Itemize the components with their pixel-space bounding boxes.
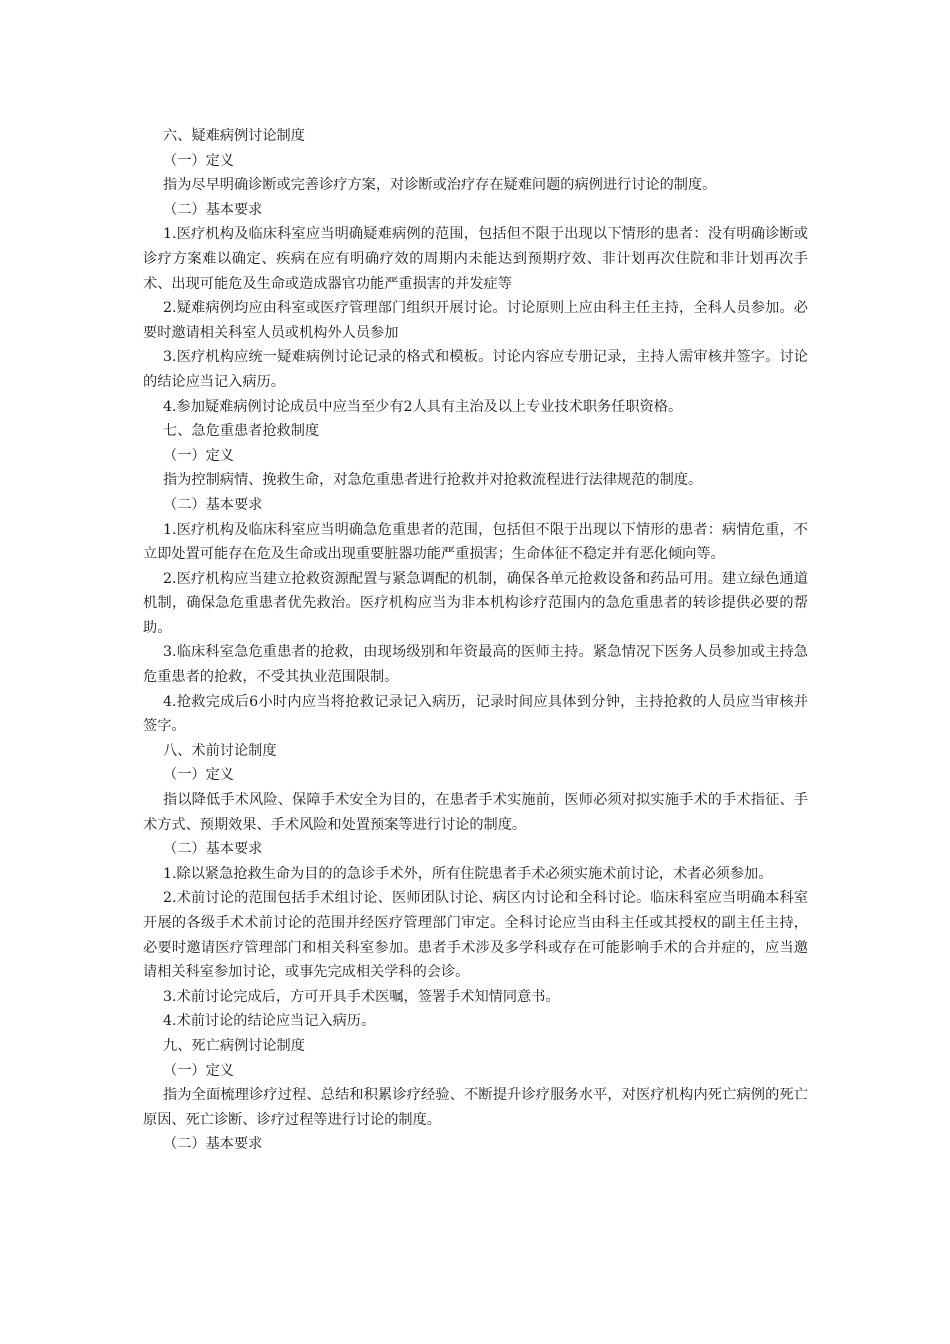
requirement-item: 2.术前讨论的范围包括手术组讨论、医师团队讨论、病区内讨论和全科讨论。临床科室应当明确本科室开展的各级手术术前讨论的范围并经医疗管理部门审定。全科讨论应当由科主任或其授权的副主任主持，必要时邀请医疗管理部门和相关科室参加。患者手术涉及多学科或存在可能影响手术的合并症的，应当邀请相关科室参加讨论，或事先完成相关学科的会诊。	[143, 890, 808, 981]
requirement-item: 4.参加疑难病例讨论成员中应当至少有2人具有主治及以上专业技术职务任职资格。	[163, 398, 683, 415]
section-title: 九、死亡病例讨论制度	[163, 1037, 305, 1054]
definition-text: 指为全面梳理诊疗过程、总结和积累诊疗经验、不断提升诊疗服务水平，对医疗机构内死亡病例的死亡原因、死亡诊断、诊疗过程等进行讨论的制度。	[143, 1087, 808, 1128]
requirement-item: 4.抢救完成后6小时内应当将抢救记录记入病历，记录时间应具体到分钟，主持抢救的人员应当审核并签字。	[143, 693, 808, 735]
document-body	[143, 124, 808, 1157]
definition-heading: （一）定义	[163, 1062, 234, 1079]
section-title: 七、急危重患者抢救制度	[163, 423, 320, 440]
requirement-item: 3.医疗机构应统一疑难病例讨论记录的格式和模板。讨论内容应专册记录，主持人需审核并签字。讨论的结论应当记入病历。	[143, 349, 808, 390]
definition-heading: （一）定义	[163, 152, 234, 169]
section-title: 八、术前讨论制度	[163, 742, 277, 759]
requirement-item: 1.医疗机构及临床科室应当明确疑难病例的范围，包括但不限于出现以下情形的患者：没有明确诊断或诊疗方案难以确定、疾病在应有明确疗效的周期内未能达到预期疗效、非计划再次住院和非计划再次手术、出现可能危及生命或造成器官功能严重损害的并发症等	[143, 226, 808, 292]
requirement-item: 2.疑难病例均应由科室或医疗管理部门组织开展讨论。讨论原则上应由科主任主持，全科人员参加。必要时邀请相关科室人员或机构外人员参加	[143, 300, 808, 341]
definition-heading: （一）定义	[163, 447, 234, 464]
requirement-item: 1.除以紧急抢救生命为目的的急诊手术外，所有住院患者手术必须实施术前讨论，术者必须参加。	[163, 865, 773, 882]
requirement-item: 1.医疗机构及临床科室应当明确急危重患者的范围，包括但不限于出现以下情形的患者：病情危重，不立即处置可能存在危及生命或出现重要脏器功能严重损害；生命体征不稳定并有恶化倾向等。	[143, 521, 808, 563]
definition-text: 指为控制病情、挽救生命，对急危重患者进行抢救并对抢救流程进行法律规范的制度。	[163, 472, 703, 489]
requirements-heading: （二）基本要求	[163, 496, 263, 513]
definition-text: 指以降低手术风险、保障手术安全为目的，在患者手术实施前，医师必须对拟实施手术的手术指征、手术方式、预期效果、手术风险和处置预案等进行讨论的制度。	[143, 792, 808, 833]
definition-heading: （一）定义	[163, 767, 234, 784]
requirements-heading: （二）基本要求	[163, 201, 263, 218]
section-title: 六、疑难病例讨论制度	[163, 128, 305, 144]
definition-text: 指为尽早明确诊断或完善诊疗方案，对诊断或治疗存在疑难问题的病例进行讨论的制度。	[163, 177, 717, 194]
requirements-heading: （二）基本要求	[163, 841, 263, 858]
requirement-item: 3.临床科室急危重患者的抢救，由现场级别和年资最高的医师主持。紧急情况下医务人员参加或主持急危重患者的抢救，不受其执业范围限制。	[143, 644, 808, 686]
requirement-item: 2.医疗机构应当建立抢救资源配置与紧急调配的机制，确保各单元抢救设备和药品可用。建立绿色通道机制，确保急危重患者优先救治。医疗机构应当为非本机构诊疗范围内的急危重患者的转诊提供必要的帮助。	[143, 570, 808, 636]
requirement-item: 4.术前讨论的结论应当记入病历。	[163, 1013, 376, 1030]
requirement-item: 3.术前讨论完成后，方可开具手术医嘱，签署手术知情同意书。	[163, 988, 560, 1005]
requirements-heading: （二）基本要求	[163, 1136, 263, 1153]
